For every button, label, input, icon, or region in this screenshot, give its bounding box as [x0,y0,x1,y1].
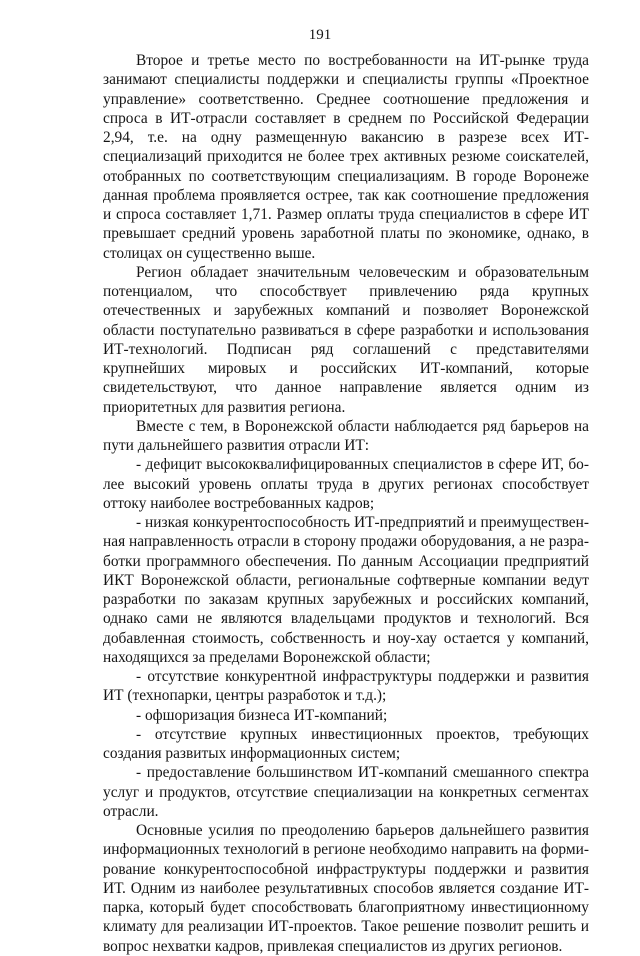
paragraph-it-park-proposal: Основные усилия по преодолению барьеров дальнейшего развития информационных технологий в регионе необходимо направить на формирование конкурентоспособной инфраструктуры поддержки и развития ИТ. Одним из наиболее результативных способов является создание ИТ-парка, который будет способствовать благоприятному инвестиционному климату для реализации ИТ-проектов. Такое решение позволит решить и вопрос нехватки кадров, привлекая специалистов из других регионов. [103,822,589,955]
paragraph-it-demand: Второе и третье место по востребованности на ИТ-рынке труда занимают специалисты поддержки и специалисты группы «Проектное управление» соответственно. Среднее соотношение предложения и спроса в ИТ-отрасли составляет в среднем по Российской Федерации 2,94, т.е. на одну размещенную вакансию в разрезе всех ИТ-специализаций приходится не более трех активных резюме соискателей, отобранных по соответствующим специализациям. В городе Воронеже данная проблема проявляется острее, так как соотношение предложения и спроса составляет 1,71. Размер оплаты труда специалистов в сфере ИТ превышает средний уровень заработной платы по экономике, однако, в столицах он существенно выше. [103,52,589,262]
paragraph-region-potential: Регион обладает значительным человеческим и образовательным потенциалом, что способствует привлечению ряда крупных отечественных и зарубежных компаний и позволяет Воронежской области поступательно развиваться в сфере разработки и использования ИТ-технологий. Подписан ряд соглашений с представителями крупнейших мировых и российских ИТ-компаний, которые свидетельствуют, что данное направление является одним из приоритетных для развития региона. [103,263,589,416]
list-item-no-infrastructure: - отсутствие конкурентной инфраструктуры поддержки и развития ИТ (технопарки, центры разработок и т.д.); [103,668,589,705]
page-number: 191 [308,27,332,43]
list-item-staff-deficit: - дефицит высококвалифицированных специалистов в сфере ИТ, более высокий уровень оплаты труда в других регионах способствует оттоку наиболее востребованных кадров; [103,456,589,512]
list-item-offshorization: - офшоризация бизнеса ИТ-компаний; [136,706,388,724]
document-body [103,51,589,956]
paragraph-barriers-intro: Вместе с тем, в Воронежской области наблюдается ряд барьеров на пути дальнейшего развития отрасли ИТ: [103,417,589,454]
list-item-low-competitiveness: - низкая конкурентоспособность ИТ-предприятий и преимущественная направленность отрасли в сторону продажи оборудования, а не разработки программного обеспечения. По данным Ассоциации предприятий ИКТ Воронежской области, региональные софтверные компании ведут разработки по заказам крупных зарубежных и российских компаний, однако сами не являются владельцами продуктов и технологий. Вся добавленная стоимость, собственность и ноу-хау остается у компаний, находящихся за пределами Воронежской области; [103,514,589,666]
list-item-mixed-services: - предоставление большинством ИТ-компаний смешанного спектра услуг и продуктов, отсутствие специализации на конкретных сегментах отрасли. [103,764,589,820]
list-item-no-investment-projects: - отсутствие крупных инвестиционных проектов, требующих создания развитых информационных систем; [103,725,589,762]
